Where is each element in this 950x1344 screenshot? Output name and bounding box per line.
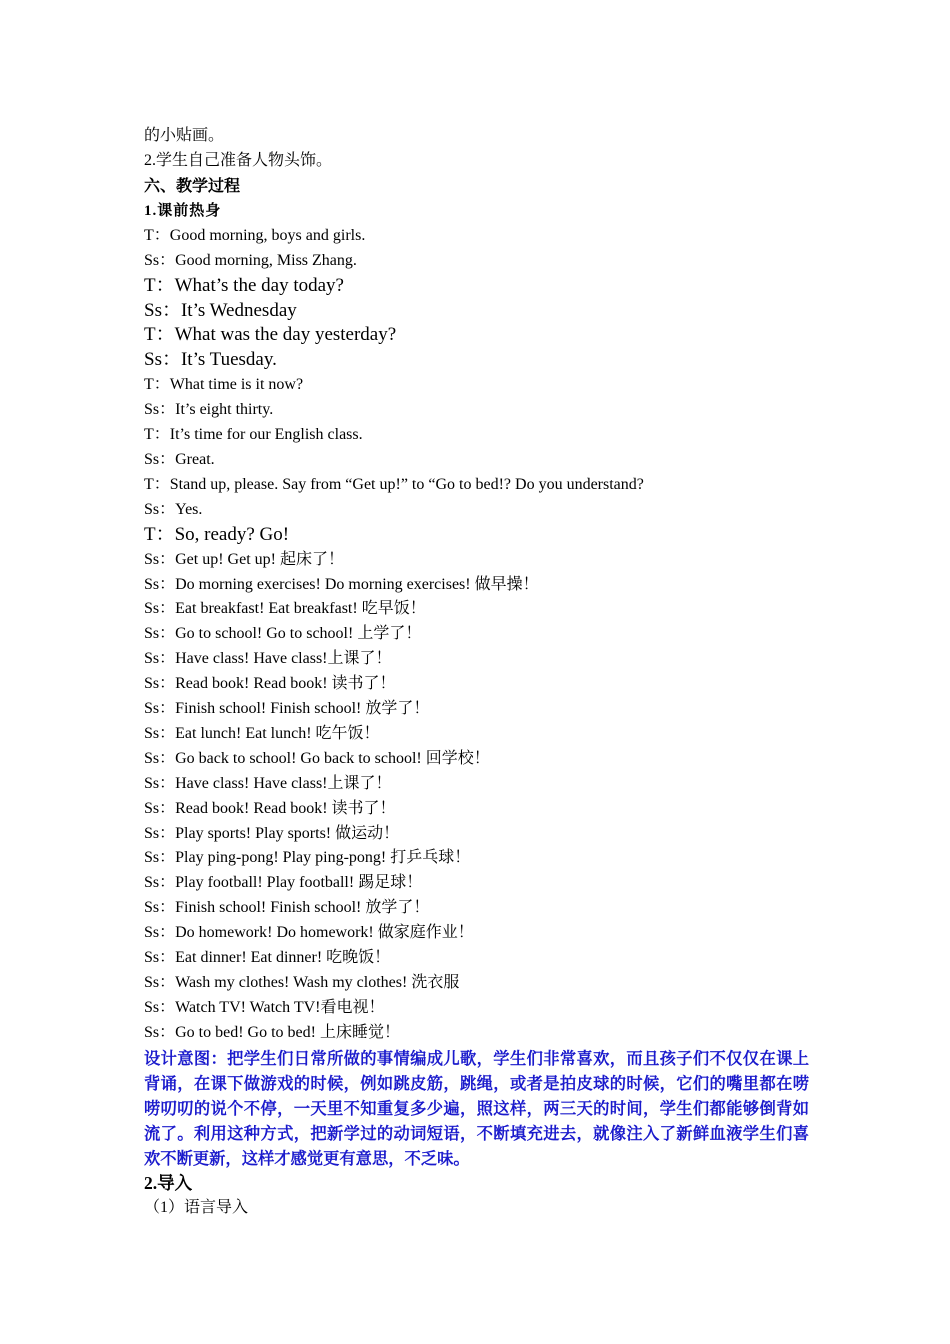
lead-in-subtitle: （1）语言导入: [144, 1198, 249, 1216]
dialogue-line: Ss：Eat dinner! Eat dinner! 吃晚饭！: [144, 949, 391, 967]
dialogue-line: T：What was the day yesterday?: [144, 324, 397, 346]
dialogue-line: Ss：Watch TV! Watch TV!看电视！: [144, 998, 385, 1016]
dialogue-line: Ss：Play ping-pong! Play ping-pong! 打乒乓球！: [144, 849, 471, 867]
lead-in-title: 2.导入: [144, 1172, 193, 1193]
dialogue-list: [144, 224, 809, 1046]
dialogue-line: Ss：Play sports! Play sports! 做运动！: [144, 824, 400, 842]
dialogue-line: Ss：Great.: [144, 450, 215, 468]
dialogue-line: Ss：Go to bed! Go to bed! 上床睡觉！: [144, 1023, 400, 1041]
dialogue-line: Ss：Do homework! Do homework! 做家庭作业！: [144, 924, 474, 942]
dialogue-line: Ss：Read book! Read book! 读书了！: [144, 799, 396, 817]
dialogue-line: T：Stand up, please. Say from “Get up!” to “Go to bed!? Do you understand?: [144, 475, 644, 493]
section-title: 六、教学过程: [144, 177, 241, 195]
design-intent-paragraph: 设计意图：把学生们日常所做的事情编成儿歌，学生们非常喜欢，而且孩子们不仅仅在课上背诵，在课下做游戏的时候，例如跳皮筋，跳绳，或者是拍皮球的时候，它们的嘴里都在唠唠叨叨的说个不停，一天里不知重复多少遍，照这样，两三天的时间，学生们都能够倒背如流了。利用这种方式，把新学过的动词短语，不断填充进去，就像注入了新鲜血液学生们喜欢不断更新，这样才感觉更有意思，不乏味。: [144, 1048, 809, 1168]
dialogue-line: Ss：Get up! Get up! 起床了！: [144, 550, 344, 568]
dialogue-line: Ss：Yes.: [144, 500, 203, 518]
dialogue-line: T：What’s the day today?: [144, 274, 344, 296]
dialogue-line: T：Good morning, boys and girls.: [144, 226, 366, 244]
intro-line-1: 的小贴画。: [144, 127, 225, 144]
dialogue-line: Ss：Finish school! Finish school! 放学了！: [144, 700, 430, 718]
dialogue-line: Ss：It’s Wednesday: [144, 299, 297, 321]
dialogue-line: Ss：Eat breakfast! Eat breakfast! 吃早饭！: [144, 600, 426, 618]
dialogue-line: Ss：Go to school! Go to school! 上学了！: [144, 625, 422, 643]
dialogue-line: T：So, ready? Go!: [144, 523, 290, 545]
dialogue-line: T：What time is it now?: [144, 376, 304, 394]
intro-line-2: 2.学生自己准备人物头饰。: [144, 151, 333, 169]
dialogue-line: Ss：Do morning exercises! Do morning exercises! 做早操！: [144, 575, 539, 593]
dialogue-line: Ss：Read book! Read book! 读书了！: [144, 675, 396, 693]
dialogue-line: Ss：Good morning, Miss Zhang.: [144, 251, 357, 269]
dialogue-line: Ss：Eat lunch! Eat lunch! 吃午饭！: [144, 724, 380, 742]
dialogue-line: Ss：Have class! Have class!上课了！: [144, 650, 392, 668]
dialogue-line: Ss：It’s eight thirty.: [144, 401, 274, 419]
dialogue-line: Ss：Have class! Have class!上课了！: [144, 774, 392, 792]
dialogue-line: Ss：Wash my clothes! Wash my clothes! 洗衣服: [144, 974, 460, 991]
document-page: [144, 124, 809, 1221]
dialogue-line: T：It’s time for our English class.: [144, 426, 363, 444]
dialogue-line: Ss：Play football! Play football! 踢足球！: [144, 874, 423, 892]
warmup-title: 1.课前热身: [144, 202, 222, 219]
dialogue-line: Ss：Go back to school! Go back to school! 回学校！: [144, 749, 490, 767]
dialogue-line: Ss：Finish school! Finish school! 放学了！: [144, 899, 430, 917]
dialogue-line: Ss：It’s Tuesday.: [144, 349, 277, 371]
